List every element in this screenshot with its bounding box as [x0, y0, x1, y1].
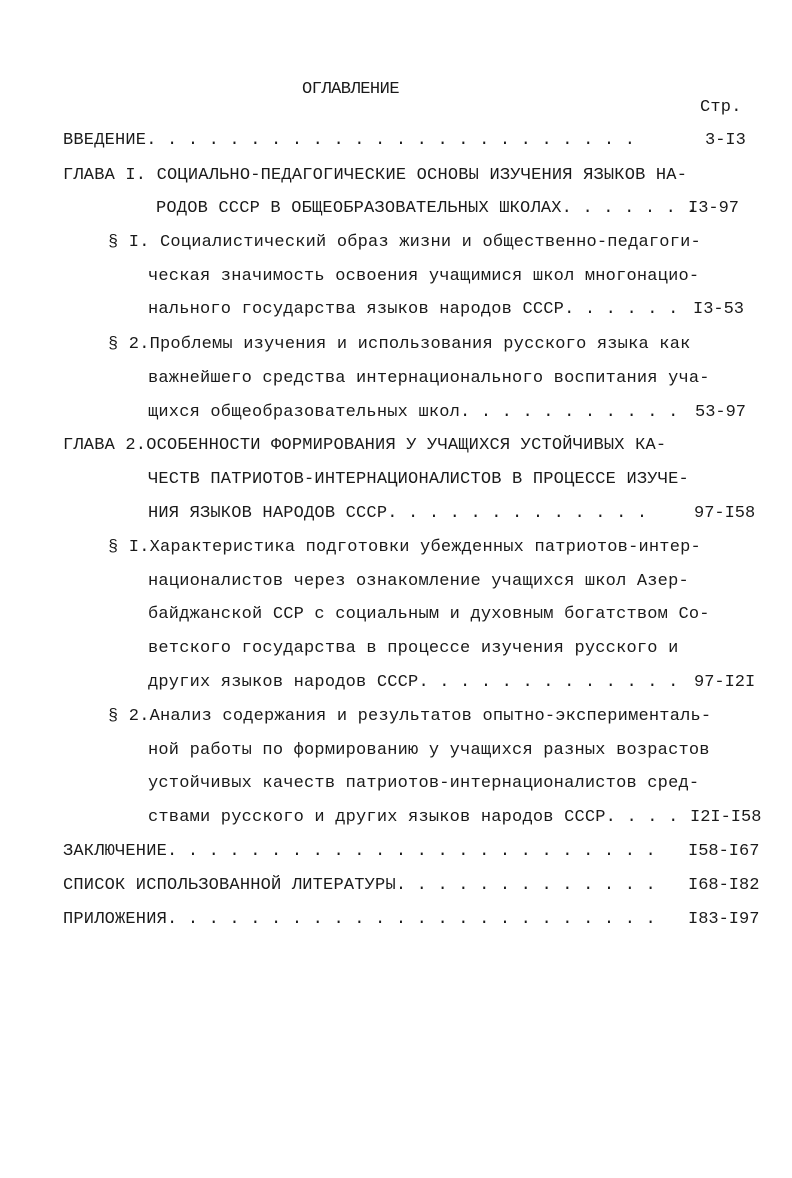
toc-page-appendices: I83-I97 [688, 910, 760, 929]
toc-page-introduction: 3-I3 [705, 131, 746, 150]
toc-entry-ch2-sec2-line-4: ствами русского и других языков народов СССР. . . . [148, 808, 679, 827]
toc-page-chapter-2: 97-I58 [694, 504, 756, 523]
toc-entry-ch1-sec2-line-2: важнейшего средства интернационального воспитания уча- [148, 369, 710, 388]
toc-entry-ch2-sec2-line-2: ной работы по формированию у учащихся разных возрастов [148, 741, 710, 760]
toc-entry-chapter-1-line-1: ГЛАВА I. СОЦИАЛЬНО-ПЕДАГОГИЧЕСКИЕ ОСНОВЫ ИЗУЧЕНИЯ ЯЗЫКОВ НА- [63, 166, 688, 185]
toc-entry-chapter-2-line-2: ЧЕСТВ ПАТРИОТОВ-ИНТЕРНАЦИОНАЛИСТОВ В ПРОЦЕССЕ ИЗУЧЕ- [148, 470, 689, 489]
toc-entry-chapter-2-line-3: НИЯ ЯЗЫКОВ НАРОДОВ СССР. . . . . . . . . . . . . [148, 504, 648, 523]
toc-entry-ch1-sec1-line-3: нального государства языков народов СССР. . . . . . [148, 300, 679, 319]
toc-entry-bibliography: СПИСОК ИСПОЛЬЗОВАННОЙ ЛИТЕРАТУРЫ. . . . . . . . . . . . . [63, 876, 656, 895]
toc-entry-ch2-sec2-line-1: § 2.Анализ содержания и результатов опытно-эксперименталь- [108, 707, 712, 726]
toc-entry-conclusion: ЗАКЛЮЧЕНИЕ. . . . . . . . . . . . . . . . . . . . . . . . [63, 842, 656, 861]
toc-entry-introduction: ВВЕДЕНИЕ. . . . . . . . . . . . . . . . . . . . . . . . [63, 131, 636, 150]
page-column-header: Стр. [700, 98, 742, 117]
toc-entry-ch1-sec1-line-1: § I. Социалистический образ жизни и общественно-педагоги- [108, 233, 701, 252]
toc-entry-chapter-2-line-1: ГЛАВА 2.ОСОБЕННОСТИ ФОРМИРОВАНИЯ У УЧАЩИХСЯ УСТОЙЧИВЫХ КА- [63, 436, 667, 455]
toc-entry-appendices: ПРИЛОЖЕНИЯ. . . . . . . . . . . . . . . . . . . . . . . . [63, 910, 656, 929]
toc-entry-ch2-sec1-line-3: байджанской ССР с социальным и духовным богатством Со- [148, 605, 710, 624]
toc-page-ch1-sec1: I3-53 [693, 300, 745, 319]
toc-entry-chapter-1-line-2: РОДОВ СССР В ОБЩЕОБРАЗОВАТЕЛЬНЫХ ШКОЛАХ. . . . . . . [156, 199, 697, 218]
toc-entry-ch2-sec1-line-5: других языков народов СССР. . . . . . . . . . . . . [148, 673, 679, 692]
toc-page-conclusion: I58-I67 [688, 842, 760, 861]
toc-page-bibliography: I68-I82 [688, 876, 760, 895]
toc-page-ch2-sec1: 97-I2I [694, 673, 756, 692]
toc-entry-ch2-sec1-line-2: националистов через ознакомление учащихся школ Азер- [148, 572, 689, 591]
toc-entry-ch1-sec2-line-1: § 2.Проблемы изучения и использования русского языка как [108, 335, 691, 354]
toc-entry-ch2-sec1-line-1: § I.Характеристика подготовки убежденных патриотов-интер- [108, 538, 701, 557]
toc-entry-ch1-sec1-line-2: ческая значимость освоения учащимися школ многонацио- [148, 267, 700, 286]
toc-entry-ch2-sec2-line-3: устойчивых качеств патриотов-интернационалистов сред- [148, 774, 700, 793]
toc-page-ch1-sec2: 53-97 [695, 403, 747, 422]
toc-title: ОГЛАВЛЕНИЕ [302, 80, 400, 99]
toc-page-ch2-sec2: I2I-I58 [690, 808, 762, 827]
toc-page-chapter-1: I3-97 [688, 199, 740, 218]
toc-entry-ch2-sec1-line-4: ветского государства в процессе изучения русского и [148, 639, 679, 658]
toc-entry-ch1-sec2-line-3: щихся общеобразовательных школ. . . . . . . . . . . [148, 403, 679, 422]
